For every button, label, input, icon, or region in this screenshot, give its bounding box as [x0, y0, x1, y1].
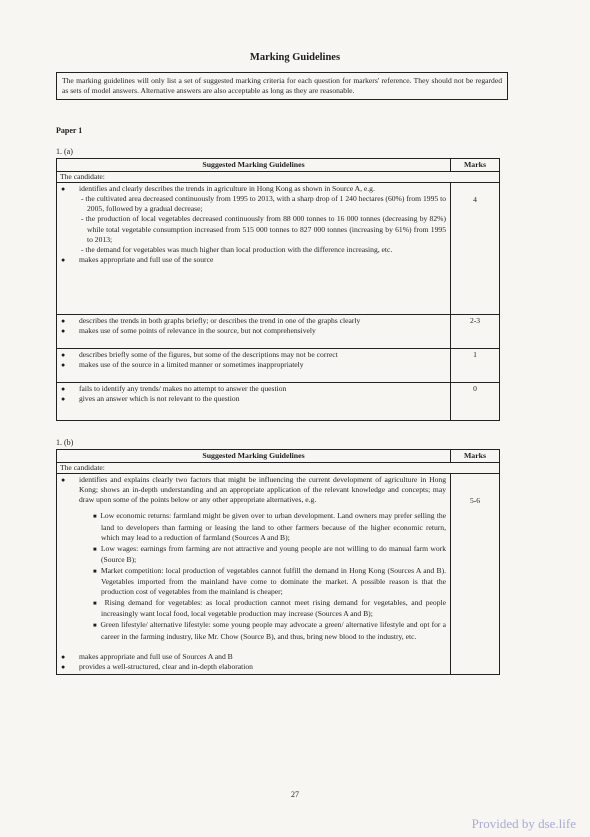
marks-value: 0	[451, 383, 500, 421]
criterion-bullet: ● provides a well-structured, clear and in-depth elaboration	[61, 662, 446, 672]
candidate-row: The candidate:	[57, 463, 500, 474]
page-number: 27	[291, 790, 299, 799]
criterion-bullet: ● fails to identify any trends/ makes no attempt to answer the question	[61, 384, 446, 394]
criterion-bullet: ● identifies and clearly describes the trends in agriculture in Hong Kong as shown in Source A, e.g.	[61, 184, 446, 194]
q1b-marking-table	[56, 449, 500, 675]
factor-point: ■ Market competition: local production of vegetables cannot fulfill the demand in Hong Kong (Sources A and B). Vegetables imported from the mainland have come to dominate the market. A possible reason is that the production cost of vegetables from the mainland is cheaper;	[93, 565, 446, 597]
marks-header: Marks	[451, 159, 500, 172]
paper-label: Paper 1	[56, 126, 83, 135]
notice-box: The marking guidelines will only list a set of suggested marking criteria for each question for markers' reference. They should not be regarded as sets of model answers. Alternative answers are also acceptable as long as they are reasonable.	[56, 72, 508, 100]
candidate-row: The candidate:	[57, 172, 500, 183]
guidelines-header: Suggested Marking Guidelines	[57, 450, 451, 463]
factor-point: ■ Green lifestyle/ alternative lifestyle: some young people may advocate a green/ alternative lifestyle and opt for a career in the farming industry, like Mr. Chow (Source B), and thus, bring new blood to the industry, etc.	[93, 620, 446, 641]
watermark: Provided by dse.life	[471, 816, 576, 831]
criterion-bullet: ● describes the trends in both graphs briefly; or describes the trend in one of the graphs clearly	[61, 316, 446, 326]
q1a-band-0	[57, 383, 500, 421]
criterion-bullet: ● makes use of the source in a limited manner or sometimes inappropriately	[61, 360, 446, 370]
criterion-sub-point: - the demand for vegetables was much higher than local production with the difference increasing, etc.	[81, 244, 393, 254]
marks-value: 2-3	[451, 315, 500, 349]
marks-value: 4	[451, 183, 500, 315]
criterion-bullet: ● makes use of some points of relevance in the source, but not comprehensively	[61, 326, 446, 336]
q1a-marking-table	[56, 158, 500, 421]
question-1a-label: 1. (a)	[56, 147, 73, 156]
marks-header: Marks	[451, 450, 500, 463]
q1a-band-4	[57, 183, 500, 315]
criterion-sub-point: - the cultivated area decreased continuously from 1995 to 2013, with a sharp drop of 1 240 hectares (60%) from 1995 to 2005, followed by a gradual decrease;	[81, 194, 446, 214]
criterion-bullet: ● gives an answer which is not relevant to the question	[61, 394, 446, 404]
factor-point: ■ Low wages: earnings from farming are not attractive and young people are not willing to do manual farm work (Source B);	[93, 543, 446, 564]
q1a-band-2-3	[57, 315, 500, 349]
criterion-bullet: ● describes briefly some of the figures, but some of the descriptions may not be correct	[61, 350, 446, 360]
marks-value: 5-6	[451, 474, 500, 675]
criterion-bullet: ● identifies and explains clearly two factors that might be influencing the current development of agriculture in Hong Kong; shows an in-depth understanding and an appropriate application of the relevant knowledge and concepts; may draw upon some of the points below or any other appropriate alternatives, e.g.	[61, 475, 446, 505]
criterion-bullet: ● makes appropriate and full use of the source	[61, 255, 446, 265]
factor-point: ■ Rising demand for vegetables: as local production cannot meet rising demand for vegetables, and people increasingly want local food, local vegetable production may increase (Sources A and B);	[93, 598, 446, 619]
q1b-band-5-6	[57, 474, 500, 675]
page-title: Marking Guidelines	[249, 52, 341, 63]
guidelines-header: Suggested Marking Guidelines	[57, 159, 451, 172]
criterion-sub-point: - the production of local vegetables decreased continuously from 88 000 tonnes to 16 000 tonnes (decreasing by 82%) while total vegetable consumption increased from 515 000 tonnes to 827 000 tonnes (increasing by 61%) from 1995 to 2013;	[81, 214, 446, 244]
question-1b-label: 1. (b)	[56, 438, 74, 447]
q1a-band-1	[57, 349, 500, 383]
marks-value: 1	[451, 349, 500, 383]
factor-point: ■ Low economic returns: farmland might be given over to urban development. Land owners may prefer selling the land to developers than farming or leasing the land to other farmers because of the higher economic return, which may lead to a reduction of farmland (Sources A and B);	[93, 511, 447, 542]
criterion-bullet: ● makes appropriate and full use of Sources A and B	[61, 652, 446, 662]
